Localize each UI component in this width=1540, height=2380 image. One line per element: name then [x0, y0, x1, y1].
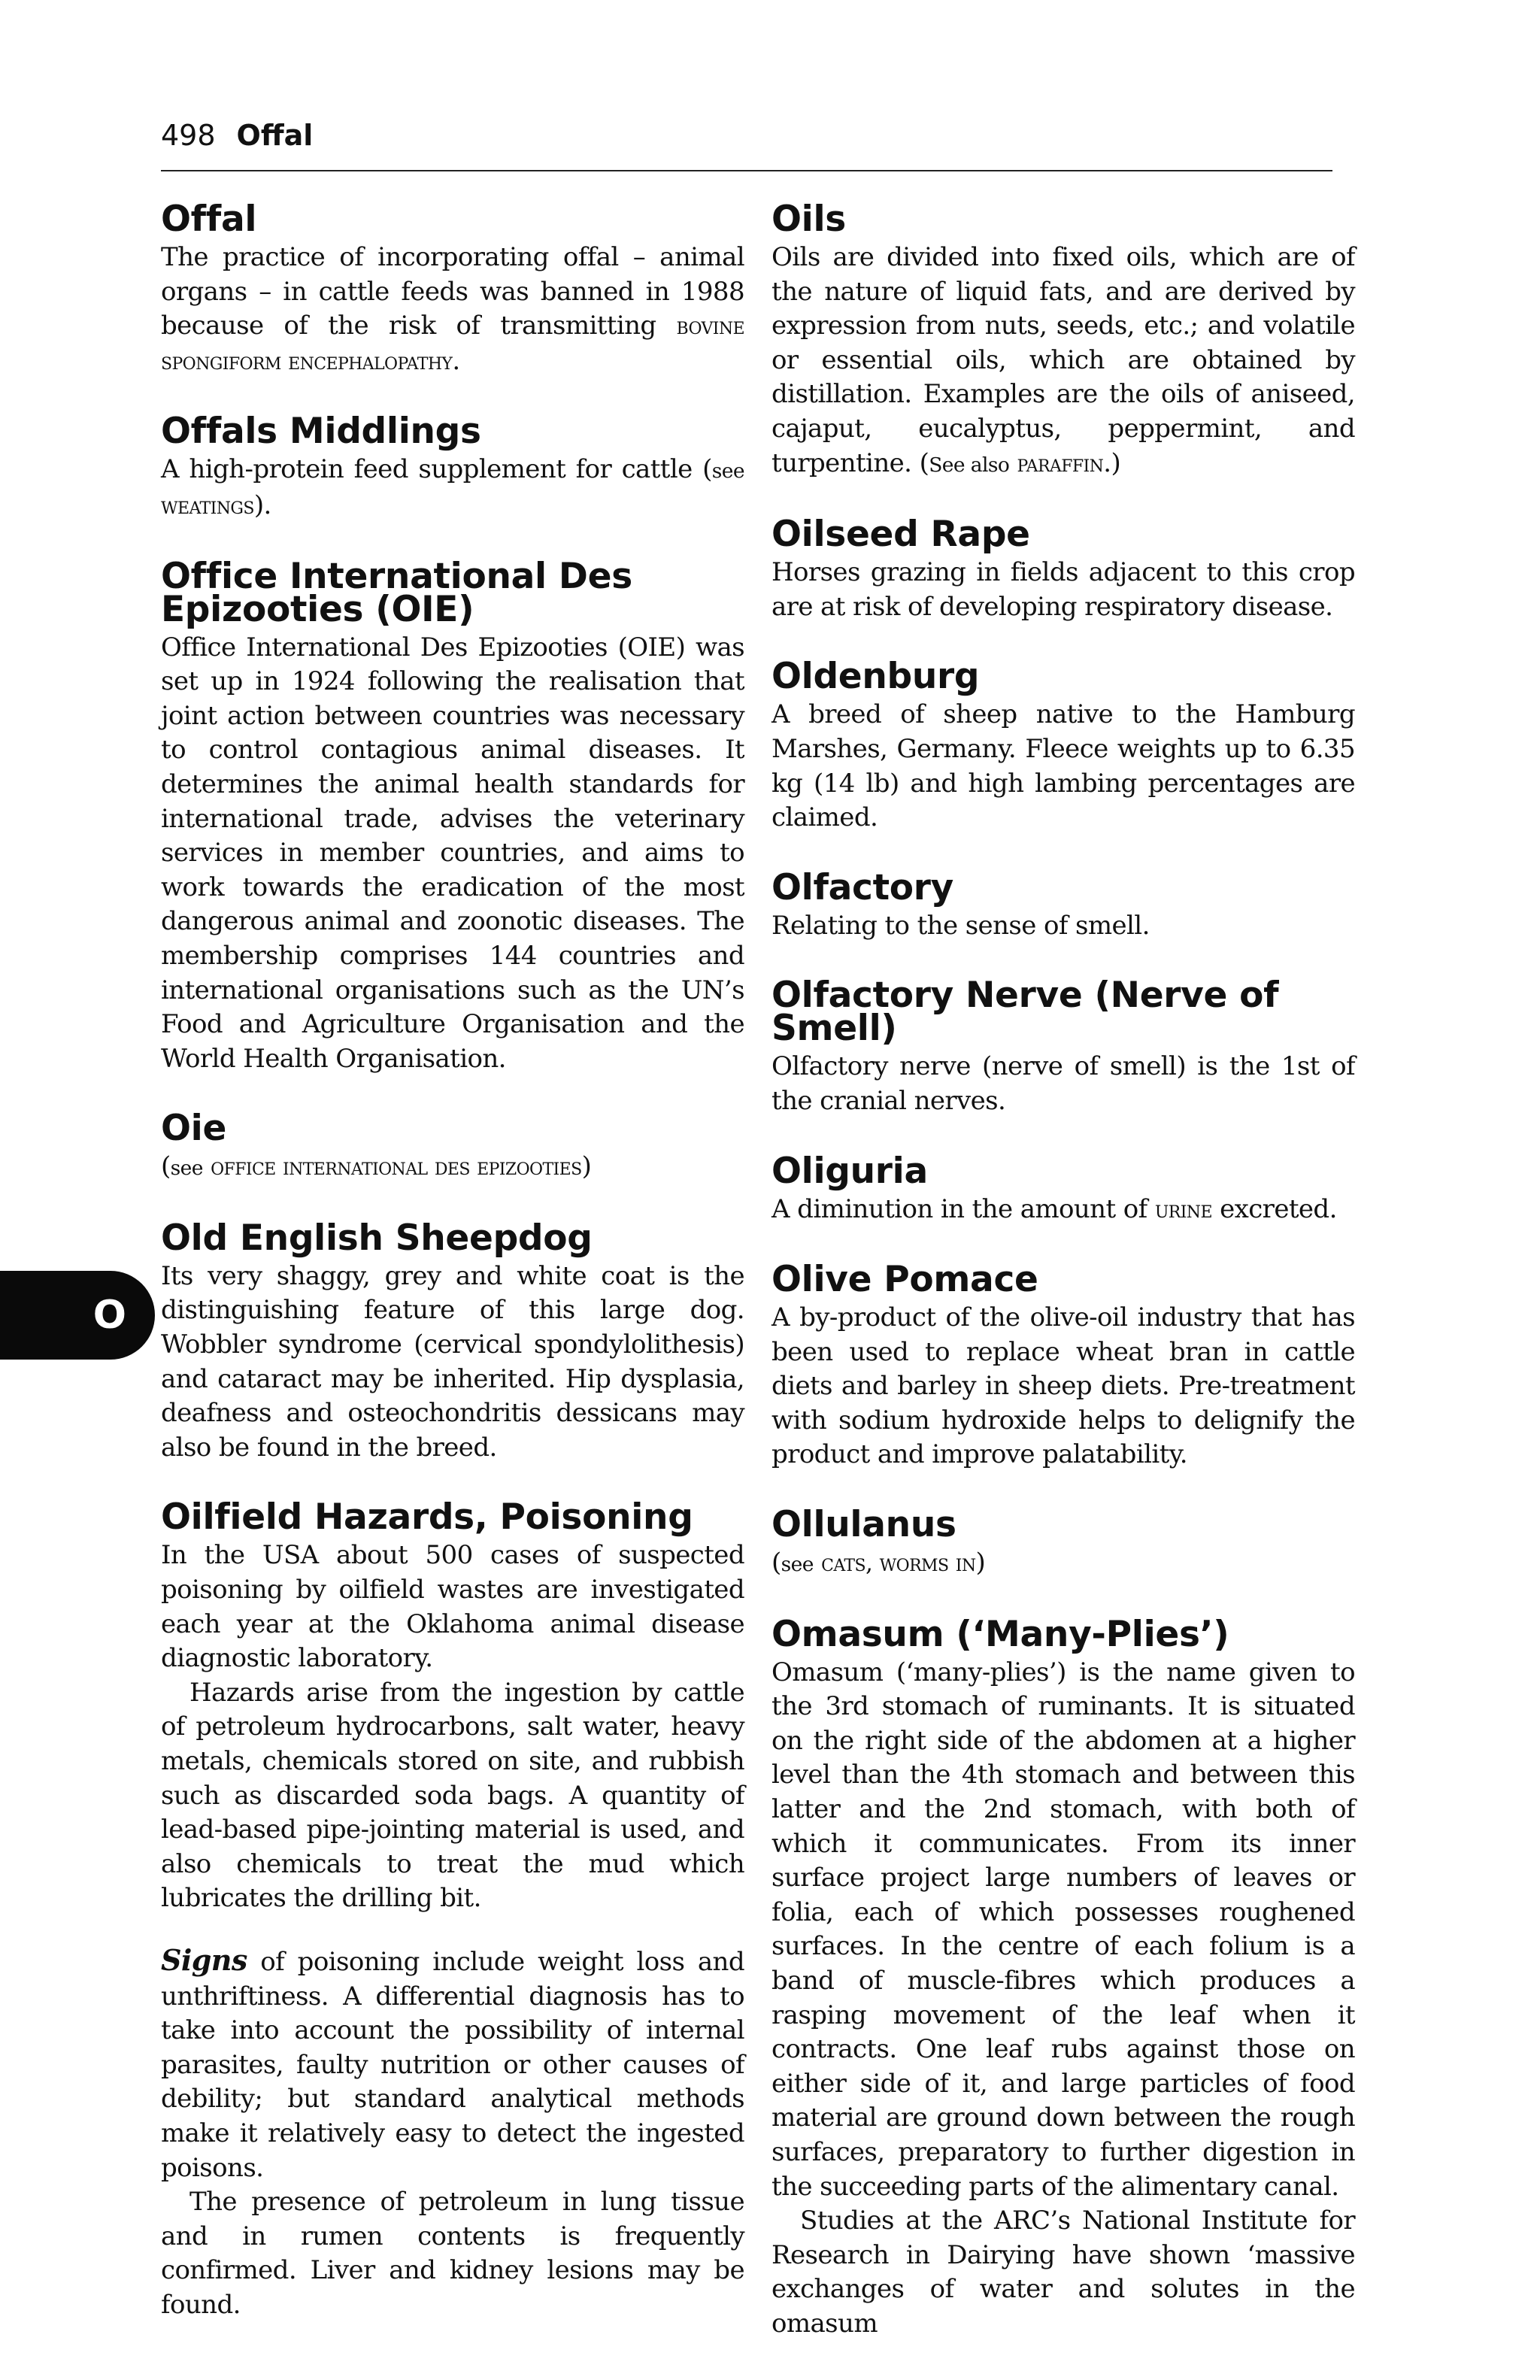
running-head-section: Offal	[236, 119, 314, 152]
subheading-signs: Signs	[161, 1942, 247, 1977]
entry-text: In the USA about 500 cases of suspected poisoning by oilfield wastes are investigated each year at the Oklahoma animal disease diagnostic laboratory.	[161, 1540, 744, 1674]
entry-text: A high-protein feed supplement for cattle (see weatings).	[161, 454, 744, 520]
entry-oils	[772, 199, 1355, 482]
headword: Olfactory	[772, 866, 953, 908]
cross-reference[interactable]: urine	[1154, 1196, 1212, 1223]
headword: Oldenburg	[772, 656, 980, 698]
entry-oilseed-rape	[772, 514, 1355, 624]
headword: Office International Des Epizooties (OIE)	[161, 555, 632, 630]
headword: Offal	[161, 199, 257, 240]
entry-text: Relating to the sense of smell.	[772, 910, 1150, 941]
headword: Oilfield Hazards, Poisoning	[161, 1496, 693, 1539]
entry-omasum	[772, 1613, 1355, 2342]
headword: Omasum (‘Many-Plies’)	[772, 1613, 1229, 1655]
headword: Oils	[772, 199, 846, 240]
entry-office-international	[161, 555, 744, 1077]
left-column	[161, 199, 744, 2359]
headword: Old English Sheepdog	[161, 1217, 593, 1259]
entry-oie	[161, 1108, 744, 1186]
cross-reference[interactable]: office international des epizooties	[211, 1154, 582, 1181]
thumb-index-tab	[0, 1271, 155, 1360]
page-number: 498	[161, 119, 216, 152]
entry-olfactory-nerve	[772, 975, 1355, 1118]
entry-oldenburg	[772, 656, 1355, 835]
entry-oliguria	[772, 1150, 1355, 1228]
entry-text: A diminution in the amount of urine excreted.	[772, 1193, 1337, 1224]
entry-text: Hazards arise from the ingestion by cattle of petroleum hydrocarbons, salt water, heavy metals, chemicals stored on site, and rubbish such as discarded soda bags. A quantity of lead-based pipe-jointing material is used, and also chemicals to treat the mud which lubricates the drilling bit.	[161, 1677, 744, 1914]
cross-reference[interactable]: weatings	[161, 492, 254, 520]
headword: Olfactory Nerve (Nerve of Smell)	[772, 975, 1279, 1050]
entry-text: The practice of incorporating offal – animal organs – in cattle feeds was banned in 1988 because of the risk of transmitting bovine spongiform encephalopathy.	[161, 242, 744, 376]
entry-ollulanus	[772, 1504, 1355, 1582]
entry-old-english-sheepdog	[161, 1217, 744, 1466]
entry-text: A breed of sheep native to the Hamburg Marshes, Germany. Fleece weights up to 6.35 kg (14 lb) and high lambing percentages are claimed.	[772, 699, 1355, 833]
headword: Olive Pomace	[772, 1259, 1038, 1301]
running-head	[161, 119, 313, 152]
entry-text: Signs of poisoning include weight loss and unthriftiness. A differential diagnosis has to take into account the possibility of internal parasites, faulty nutrition or other causes of debility; but standard analytical methods make it relatively easy to detect the ingested poisons.	[161, 1942, 744, 2183]
cross-reference[interactable]: paraffin	[1017, 450, 1104, 478]
entry-text: (see office international des epizooties)	[161, 1151, 592, 1182]
cross-reference[interactable]: cats, worms in	[821, 1550, 976, 1578]
entry-olive-pomace	[772, 1259, 1355, 1472]
entry-offals-middlings	[161, 411, 744, 523]
headword: Ollulanus	[772, 1504, 956, 1546]
entry-text: Oils are divided into fixed oils, which are of the nature of liquid fats, and are derived by expression from nuts, seeds, etc.; and volatile or essential oils, which are obtained by distillation. Examples are the oils of aniseed, cajaput, eucalyptus, peppermint, and turpentine. (See also paraffin.)	[772, 242, 1355, 478]
headword: Oilseed Rape	[772, 514, 1030, 556]
thumb-index-letter: O	[92, 1293, 126, 1338]
headword: Oliguria	[772, 1150, 928, 1192]
entry-oilfield-hazards	[161, 1496, 744, 2322]
entry-text: Its very shaggy, grey and white coat is the distinguishing feature of this large dog. Wobbler syndrome (cervical spondylolithesis) and cataract may be inherited. Hip dysplasia, deafness and osteochondritis dessicans may also be found in the breed.	[161, 1260, 744, 1463]
entry-olfactory	[772, 866, 1355, 944]
cross-reference[interactable]: bovine spongiform encephalopathy	[161, 313, 744, 375]
entry-text: Studies at the ARC’s National Institute for Research in Dairying have shown ‘massive exchanges of water and solutes in the omasum	[772, 2206, 1355, 2339]
entry-text: A by-product of the olive-oil industry that has been used to replace wheat bran in cattle diets and barley in sheep diets. Pre-treatment with sodium hydroxide helps to delignify the product and improve palatability.	[772, 1302, 1355, 1470]
entry-text: Office International Des Epizooties (OIE) was set up in 1924 following the realisation that joint action between countries was necessary to control contagious animal diseases. It determines the animal health standards for international trade, advises the veterinary services in member countries, and aims to work towards the eradication of the most dangerous animal and zoonotic diseases. The membership comprises 144 countries and international organisations such as the UN’s Food and Agriculture Organisation and the World Health Organisation.	[161, 632, 744, 1074]
headword: Oie	[161, 1108, 227, 1150]
headword: Offals Middlings	[161, 411, 481, 453]
entry-text: Omasum (‘many-plies’) is the name given to the 3rd stomach of ruminants. It is situated on the right side of the abdomen at a higher level than the 4th stomach and between this latter and the 2nd stomach, with both of which it communicates. From its inner surface project large numbers of leaves or folia, each of which possesses roughened surfaces. In the centre of each folium is a band of muscle-fibres which produces a rasping movement of the leaf when it contracts. One leaf rubs against those on either side of it, and large particles of food material are ground down between the rough surfaces, preparatory to further digestion in the succeeding parts of the alimentary canal.	[772, 1657, 1355, 2202]
entry-text: Olfactory nerve (nerve of smell) is the 1st of the cranial nerves.	[772, 1051, 1355, 1116]
right-column	[772, 199, 1355, 2378]
entry-text: (see cats, worms in)	[772, 1548, 986, 1578]
entry-text: Horses grazing in fields adjacent to this crop are at risk of developing respiratory disease.	[772, 557, 1355, 622]
entry-text: The presence of petroleum in lung tissue and in rumen contents is frequently confirmed. Liver and kidney lesions may be found.	[161, 2187, 744, 2320]
entry-offal	[161, 199, 744, 379]
header-rule	[161, 170, 1332, 171]
